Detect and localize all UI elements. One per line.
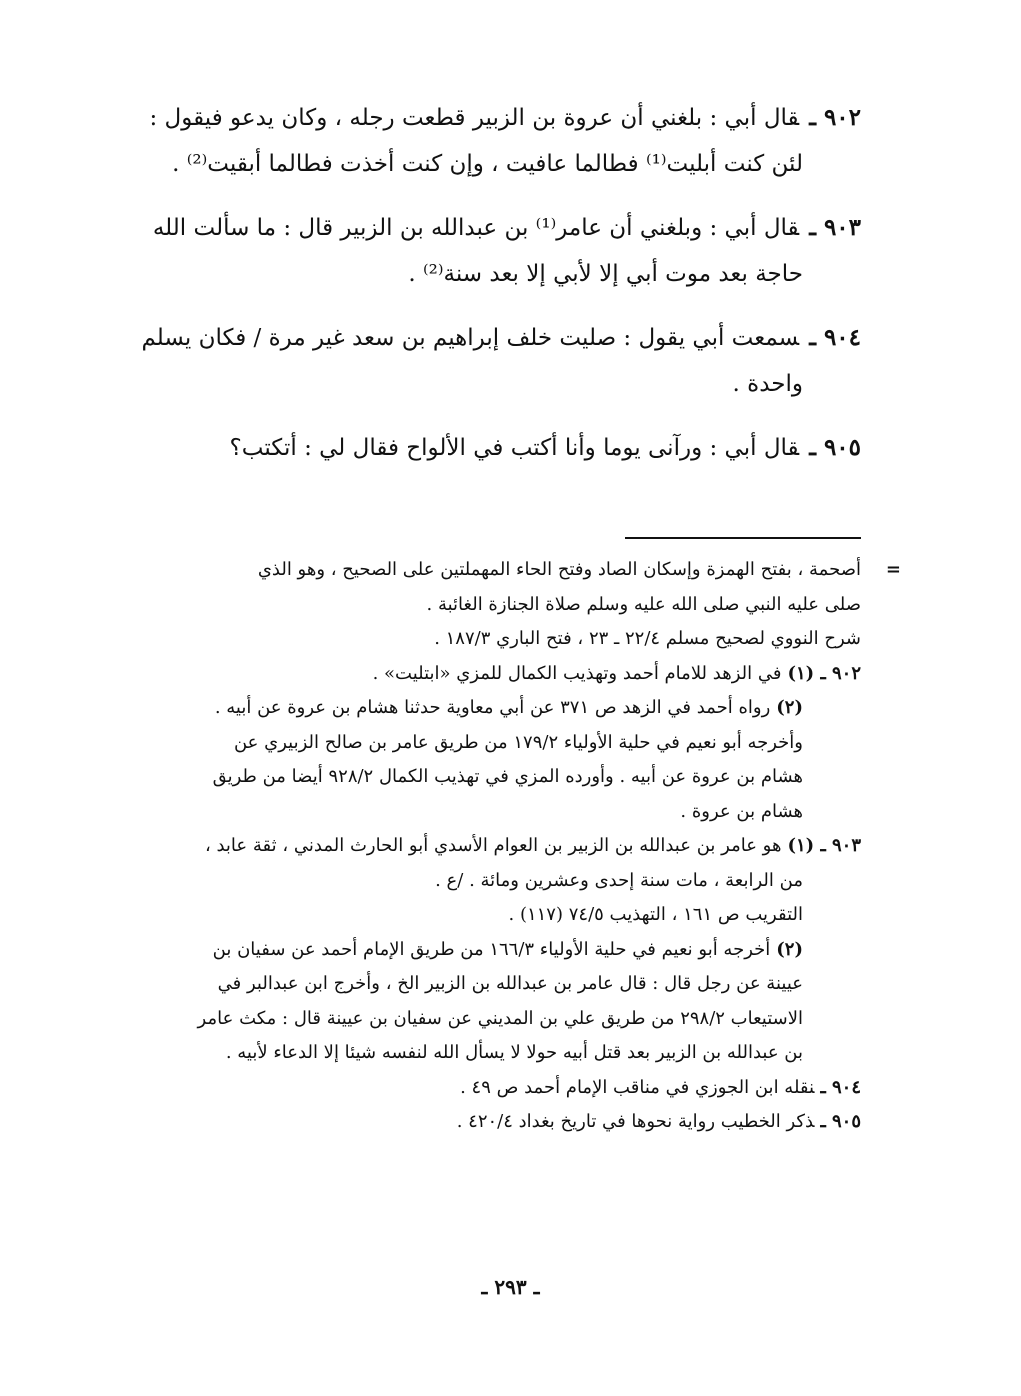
footnote-text: عيينة عن رجل قال : قال عامر بن عبدالله بن الزبير الخ ، وأخرج ابن عبدالبر في: [217, 973, 803, 994]
footnote-line: [130, 691, 861, 726]
footnote-line: [130, 1002, 861, 1037]
entry-902: [130, 95, 861, 187]
footnote-line: [130, 726, 861, 761]
footnote-lead: ٩٠٤ ـ: [820, 1076, 861, 1098]
footnote-text: صلى عليه النبي صلى الله عليه وسلم صلاة الجنازة الغائبة .: [426, 593, 861, 615]
entry-line: قال أبي : ورآنى يوما وأنا أكتب في الألواح فقال لي : أتكتب؟: [229, 435, 800, 461]
entry-line: سمعت أبي يقول : صليت خلف إبراهيم بن سعد غير مرة / فكان يسلم: [141, 325, 800, 351]
entry-number: ٩٠٣ ـ: [809, 214, 861, 241]
footnote-separator: [625, 537, 861, 539]
footnote-line: [130, 588, 861, 623]
footnote-lead: (٢): [776, 938, 803, 960]
entry-line: لئن كنت أبليت⁽¹⁾ فطالما عافيت ، وإن كنت أخذت فطالما أبقيت⁽²⁾ .: [172, 151, 803, 177]
footnote-text: هشام بن عروة عن أبيه . وأورده المزي في تهذيب الكمال ٩٢٨/٢ أيضا من طريق: [212, 766, 803, 787]
footnote-lead: ٩٠٥ ـ: [820, 1111, 861, 1132]
footnote-line: [130, 933, 861, 968]
footnote-text: رواه أحمد في الزهد ص ٣٧١ عن أبي معاوية حدثنا هشام بن عروة عن أبيه .: [214, 697, 771, 718]
footnote-line: [130, 795, 861, 830]
footnote-text: وأخرجه أبو نعيم في حلية الأولياء ١٧٩/٢ من طريق عامر بن صالح الزبيري عن: [233, 731, 803, 753]
footnote-text: بن عبدالله بن الزبير بعد قتل أبيه حولا لا يسأل الله لنفسه شيئا إلا الدعاء لأبيه .: [225, 1042, 803, 1063]
entry-line: قال أبي : وبلغني أن عامر⁽¹⁾ بن عبدالله بن الزبير قال : ما سألت الله: [152, 215, 800, 241]
footnote-text: أخرجه أبو نعيم في حلية الأولياء ١٦٦/٣ من طريق الإمام أحمد عن سفيان بن: [212, 938, 771, 960]
footnote-line: [130, 898, 861, 933]
page-body: [130, 95, 901, 1356]
entry-line: حاجة بعد موت أبي إلا لأبي إلا بعد سنة⁽²⁾ .: [408, 261, 803, 287]
footnote-text: نقله ابن الجوزي في مناقب الإمام أحمد ص ٤٩ .: [460, 1076, 815, 1098]
footnote-text: من الرابعة ، مات سنة إحدى وعشرين ومائة . /ع .: [435, 869, 803, 891]
footnote-line: [130, 967, 861, 1002]
footnote-text: شرح النووي لصحيح مسلم ٢٢/٤ ـ ٢٣ ، فتح الباري ١٨٧/٣ .: [434, 628, 861, 649]
entry-905: [130, 425, 861, 471]
footnotes: [130, 553, 901, 1140]
entry-line: واحدة .: [732, 371, 803, 397]
footnote-text: الاستيعاب ٢٩٨/٢ من طريق علي بن المديني عن سفيان بن عيينة قال : مكث عامر: [197, 1007, 803, 1029]
page-number: ـ ٢٩٣ ـ: [481, 1275, 540, 1299]
entry-904: [130, 315, 861, 407]
entry-line: قال أبي : بلغني أن عروة بن الزبير قطعت رجله ، وكان يدعو فيقول :: [149, 105, 800, 131]
footnote-text: في الزهد للامام أحمد وتهذيب الكمال للمزي «ابتليت» .: [372, 662, 782, 684]
continuation-mark: =: [885, 559, 901, 580]
main-text: [130, 95, 861, 471]
entry-number: ٩٠٥ ـ: [809, 434, 861, 461]
footnote-line: [130, 657, 861, 692]
footnote-text: أصحمة ، بفتح الهمزة وإسكان الصاد وفتح الحاء المهملتين على الصحيح ، وهو الذي: [257, 559, 861, 580]
entry-number: ٩٠٢ ـ: [809, 104, 861, 131]
footnote-line: [130, 829, 861, 864]
footnote-lead: ٩٠٣ ـ (١): [787, 835, 861, 856]
footnote-line: [130, 760, 861, 795]
footnote-text: هشام بن عروة .: [680, 800, 803, 822]
footnote-line: [130, 864, 861, 899]
footnote-lead: (٢): [776, 697, 803, 718]
footnote-line: [130, 1105, 861, 1140]
footnote-line: [130, 1036, 861, 1071]
footnote-line: [130, 553, 901, 588]
footnote-text: التقريب ص ١٦١ ، التهذيب ٧٤/٥ (١١٧) .: [508, 904, 803, 925]
footnote-line: [130, 1071, 861, 1106]
entry-number: ٩٠٤ ـ: [809, 324, 861, 351]
footnote-text: هو عامر بن عبدالله بن الزبير بن العوام الأسدي أبو الحارث المدني ، ثقة عابد ،: [204, 835, 782, 856]
footnote-text: ذكر الخطيب رواية نحوها في تاريخ بغداد ٤٢٠/٤ .: [456, 1111, 815, 1132]
footnote-lead: ٩٠٢ ـ (١): [787, 662, 861, 684]
entry-903: [130, 205, 861, 297]
footnote-line: [130, 622, 861, 657]
